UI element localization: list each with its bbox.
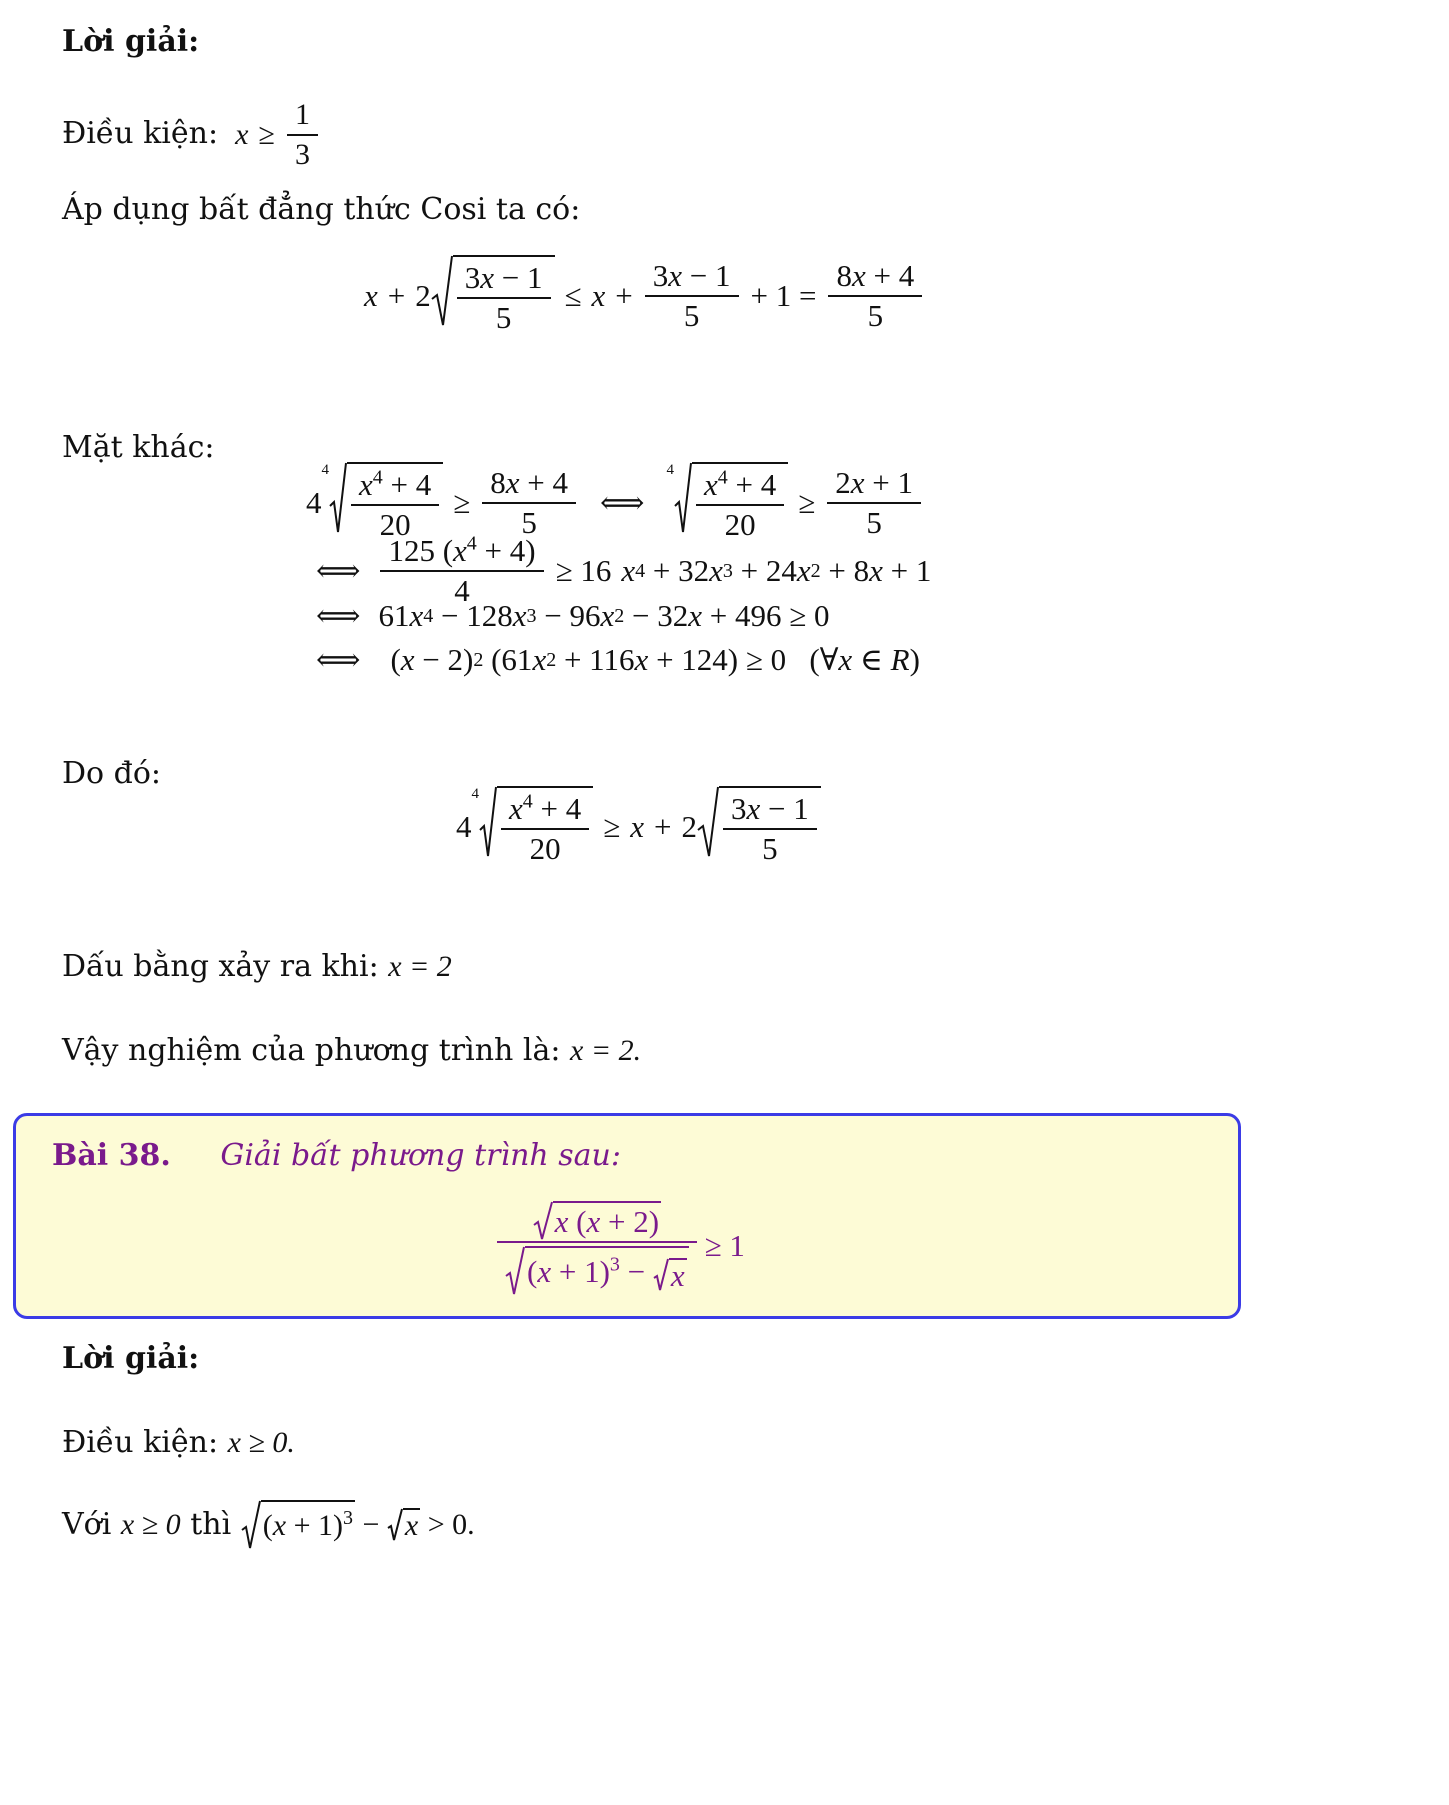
cosi-inequality: x + 2 $\frac{3x - 1}{5}$ ≤ x + $\frac{3x - 1}{5}$ + 1 = $\frac{8x + 4}{5}$	[364, 255, 924, 337]
problem-label: Bài 38.	[52, 1138, 171, 1173]
therefore-text: Do đó:	[62, 756, 162, 791]
cosi-text: Áp dụng bất đẳng thức Cosi ta có:	[62, 192, 581, 227]
equivalence-step-1: ⟺ $\frac{125 (x^4 + 4)}{4}$ ≥ 16 x 4 + 32 x 3 + 24 x 2 + 8 x + 1	[316, 532, 932, 608]
condition2-value: x ≥ 0.	[227, 1426, 295, 1459]
condition2-label: Điều kiện:	[62, 1425, 219, 1460]
conclusion-label: Vậy nghiệm của phương trình là:	[62, 1033, 561, 1068]
problem-inequality: x (x + 2) $(x + 1)^3$ − x ≥ 1	[501, 1196, 755, 1296]
equivalence-step-3: ⟺ ( x − 2) 2 (61 x 2 + 116 x + 124) ≥ 0 (∀ x ∈ R )	[316, 642, 920, 677]
problem-statement: Giải bất phương trình sau:	[220, 1138, 621, 1173]
equality-value: x = 2	[388, 950, 452, 983]
condition-label: Điều kiện:	[62, 116, 219, 151]
other-text: Mặt khác:	[62, 430, 215, 465]
equivalence-step-2: ⟺ 61 x 4 − 128 x 3 − 96 x 2 − 32 x + 496 ≥ 0	[316, 598, 830, 633]
with-condition: x ≥ 0	[120, 1508, 181, 1541]
condition-line	[62, 96, 320, 174]
fourth-root-inequality: 4 4 $\frac{x^4 + 4}{20}$ ≥ $\frac{8x + 4}{5}$ ⟺ 4 $\frac{x^4 + 4}{20}$ ≥ $\frac{2x + 1}{5}$	[306, 462, 923, 544]
with-label: Với	[62, 1507, 112, 1542]
condition-expression: x ≥ $\frac{1}{3}$	[228, 96, 320, 174]
with-expression: $(x + 1)^3$ − x > 0.	[241, 1500, 475, 1550]
with-line	[62, 1500, 475, 1550]
equality-line	[62, 947, 452, 987]
equality-label: Dấu bằng xảy ra khi:	[62, 949, 379, 984]
solution2-heading: Lời giải:	[62, 1341, 200, 1376]
conclusion-value: x = 2.	[570, 1034, 642, 1067]
final-inequality: 4 4 $\frac{x^4 + 4}{20}$ ≥ x + 2 $\frac{3x - 1}{5}$	[456, 786, 821, 868]
problem-box	[13, 1113, 1241, 1319]
solution-heading: Lời giải:	[62, 24, 200, 59]
with-tail: > 0.	[427, 1508, 475, 1541]
with-then: thì	[190, 1507, 232, 1542]
problem-title	[52, 1136, 621, 1176]
condition2-line	[62, 1423, 295, 1463]
conclusion-line	[62, 1031, 641, 1071]
